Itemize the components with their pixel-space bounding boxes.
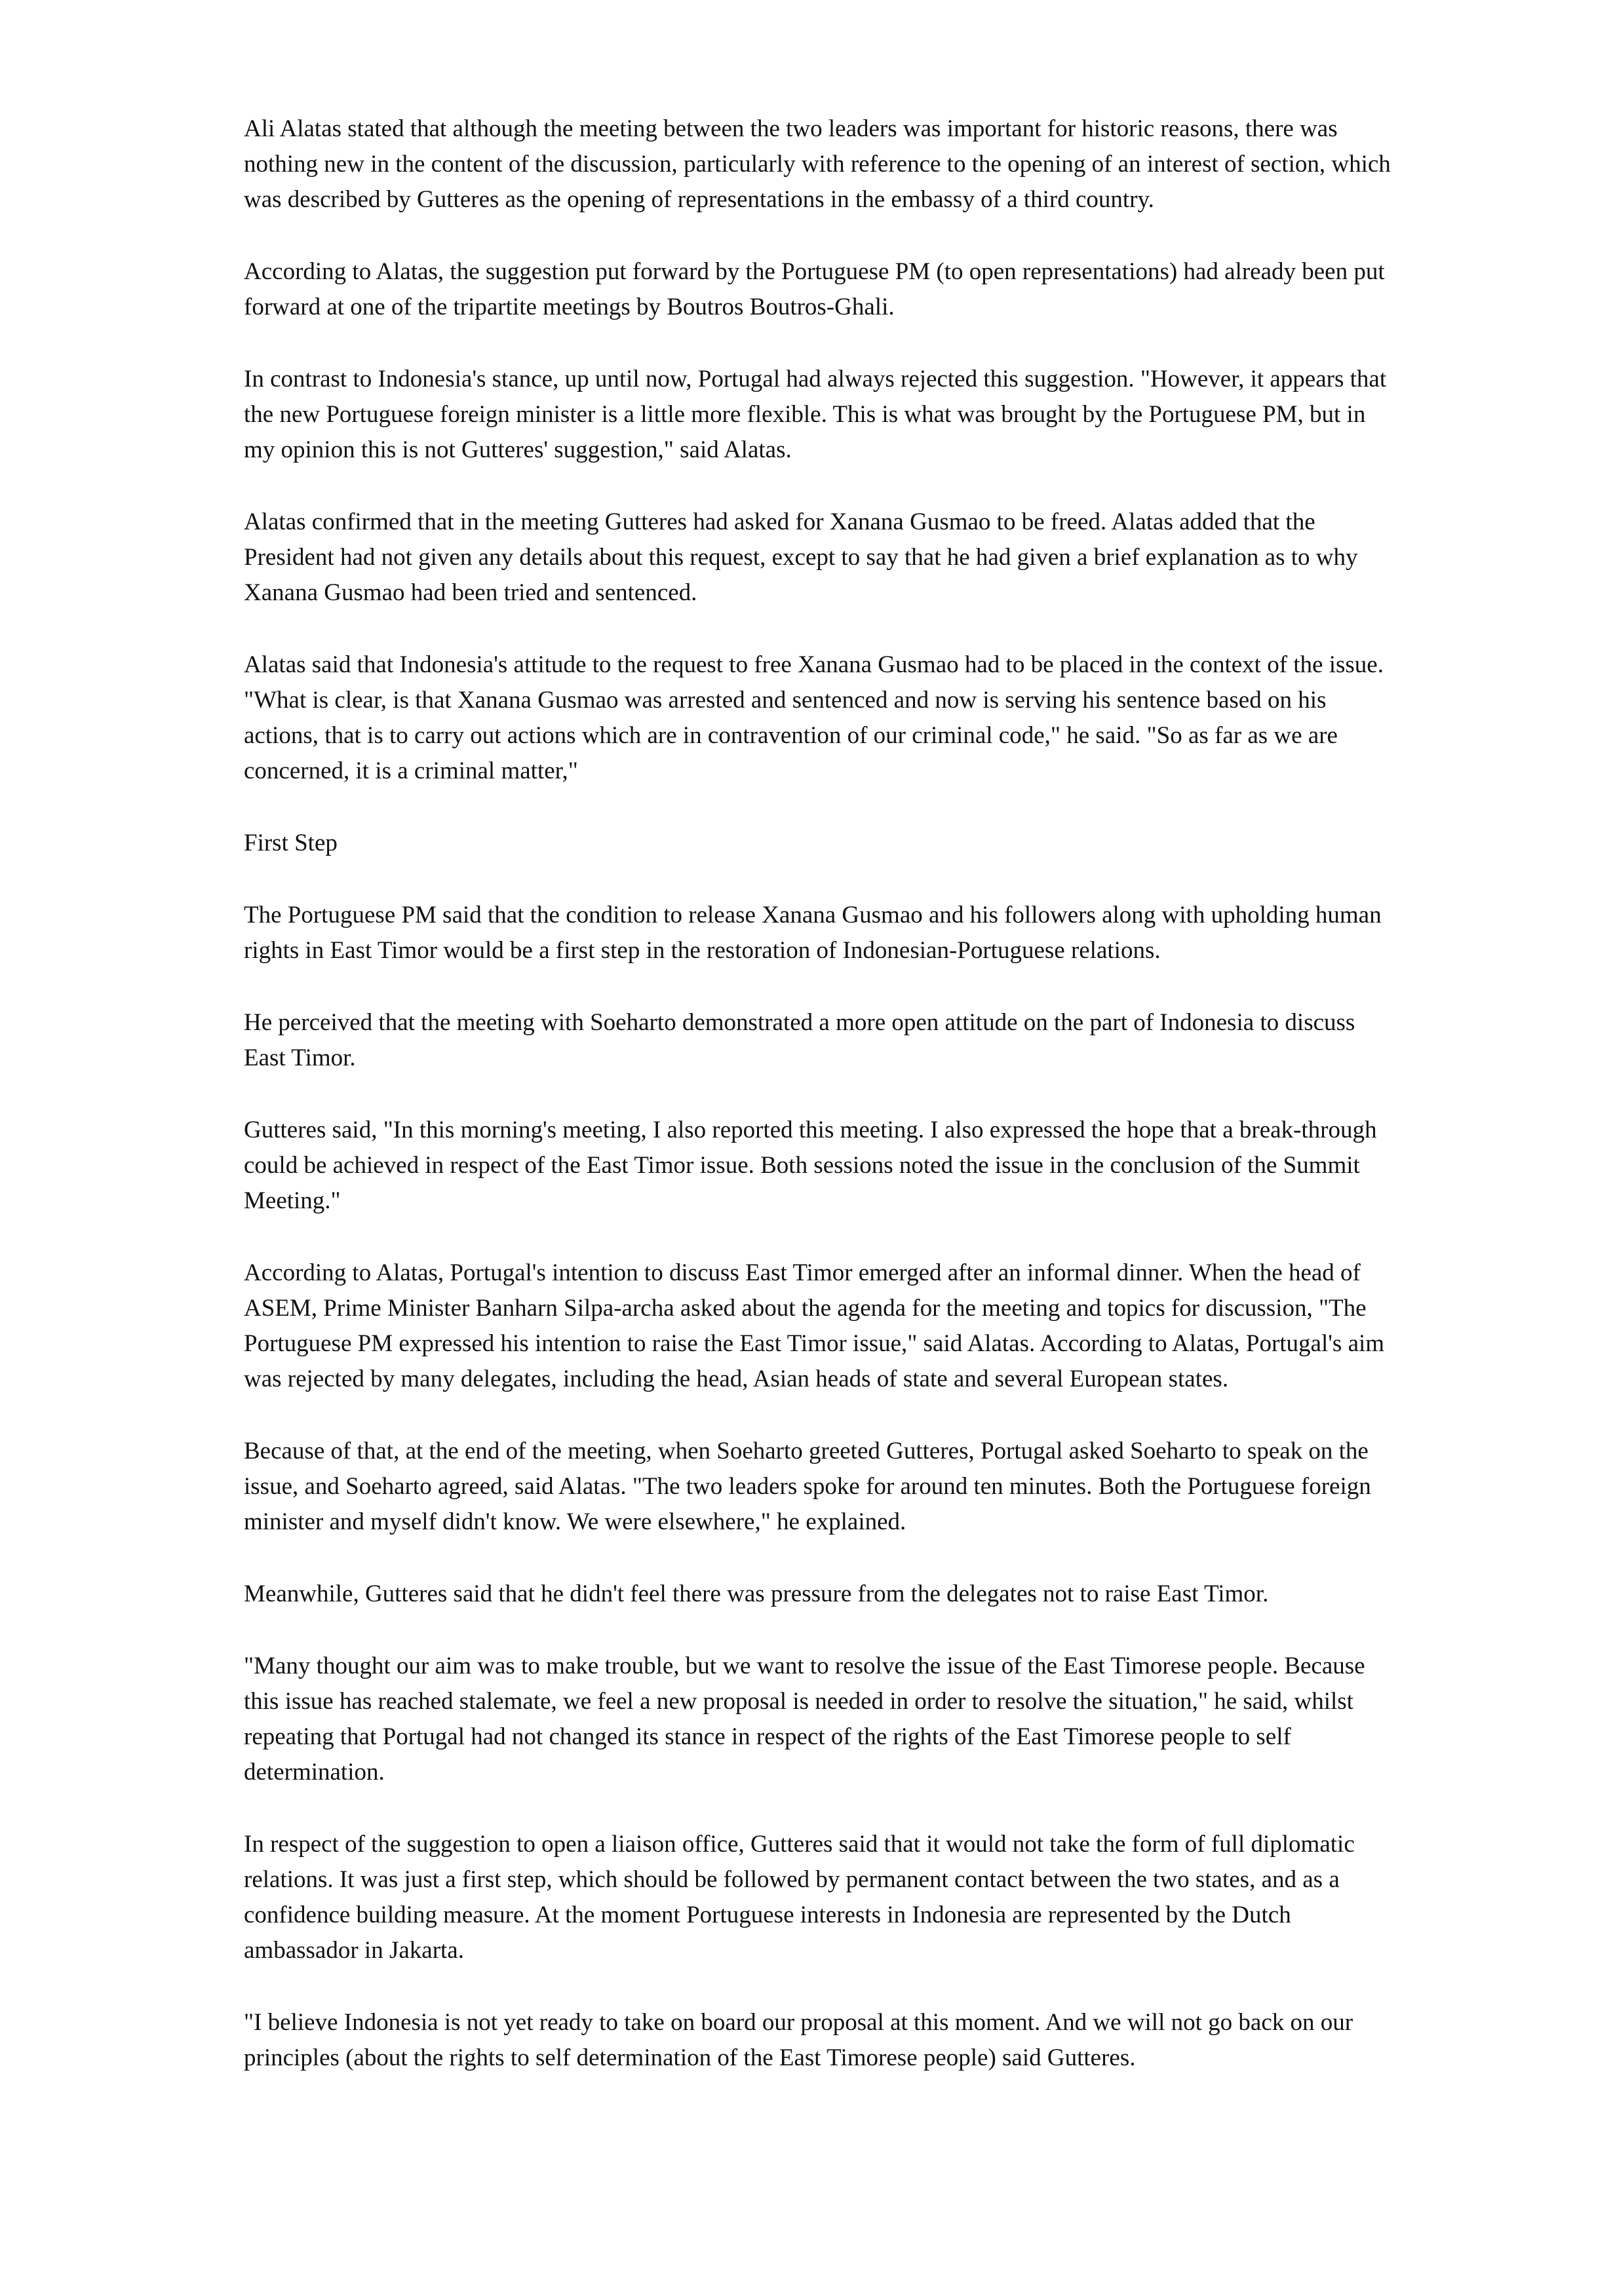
- paragraph-6: The Portuguese PM said that the condition to release Xanana Gusmao and his followers along with upholding human rights in East Timor would be a first step in the restoration of Indonesian-Portuguese relations.: [244, 902, 1382, 964]
- paragraph-8: Gutteres said, "In this morning's meeting, I also reported this meeting. I also expressed the hope that a break-through could be achieved in respect of the East Timor issue. Both sessions noted the issue in the conclusion of the Summit Meeting.": [244, 1117, 1377, 1214]
- section-heading-first-step: First Step: [244, 830, 338, 856]
- paragraph-14: "I believe Indonesia is not yet ready to take on board our proposal at this moment. And we will not go back on our principles (about the rights to self determination of the East Timorese people) said Gutteres.: [244, 2009, 1353, 2071]
- paragraph-2: According to Alatas, the suggestion put forward by the Portuguese PM (to open representations) had already been put forward at one of the tripartite meetings by Boutros Boutros-Ghali.: [244, 258, 1385, 320]
- paragraph-12: "Many thought our aim was to make trouble, but we want to resolve the issue of the East Timorese people. Because this issue has reached stalemate, we feel a new proposal is needed in order to resolve the situation," he said, whilst repeating that Portugal had not changed its stance in respect of the rights of the East Timorese people to self determination.: [244, 1653, 1365, 1786]
- paragraph-5: Alatas said that Indonesia's attitude to the request to free Xanana Gusmao had to be placed in the context of the issue. "What is clear, is that Xanana Gusmao was arrested and sentenced and now is serving his sentence based on his actions, that is to carry out actions which are in contravention of our criminal code," he said. "So as far as we are concerned, it is a criminal matter,": [244, 651, 1384, 784]
- paragraph-3: In contrast to Indonesia's stance, up until now, Portugal had always rejected this suggestion. "However, it appears that the new Portuguese foreign minister is a little more flexible. This is what was brought by the Portuguese PM, but in my opinion this is not Gutteres' suggestion," said Alatas.: [244, 366, 1387, 463]
- document-page: [244, 111, 1397, 2113]
- paragraph-13: In respect of the suggestion to open a liaison office, Gutteres said that it would not take the form of full diplomatic relations. It was just a first step, which should be followed by permanent contact between the two states, and as a confidence building measure. At the moment Portuguese interests in Indonesia are represented by the Dutch ambassador in Jakarta.: [244, 1831, 1355, 1964]
- paragraph-7: He perceived that the meeting with Soeharto demonstrated a more open attitude on the part of Indonesia to discuss East Timor.: [244, 1009, 1355, 1071]
- paragraph-11: Meanwhile, Gutteres said that he didn't feel there was pressure from the delegates not to raise East Timor.: [244, 1580, 1269, 1607]
- paragraph-1: Ali Alatas stated that although the meeting between the two leaders was important for historic reasons, there was nothing new in the content of the discussion, particularly with reference to the opening of an interest of section, which was described by Gutteres as the opening of representations in the embassy of a third country.: [244, 115, 1391, 213]
- paragraph-10: Because of that, at the end of the meeting, when Soeharto greeted Gutteres, Portugal asked Soeharto to speak on the issue, and Soeharto agreed, said Alatas. "The two leaders spoke for around ten minutes. Both the Portuguese foreign minister and myself didn't know. We were elsewhere," he explained.: [244, 1438, 1371, 1535]
- paragraph-9: According to Alatas, Portugal's intention to discuss East Timor emerged after an informal dinner. When the head of ASEM, Prime Minister Banharn Silpa-archa asked about the agenda for the meeting and topics for discussion, "The Portuguese PM expressed his intention to raise the East Timor issue," said Alatas. According to Alatas, Portugal's aim was rejected by many delegates, including the head, Asian heads of state and several European states.: [244, 1259, 1385, 1392]
- paragraph-4: Alatas confirmed that in the meeting Gutteres had asked for Xanana Gusmao to be freed. Alatas added that the President had not given any details about this request, except to say that he had given a brief explanation as to why Xanana Gusmao had been tried and sentenced.: [244, 508, 1358, 606]
